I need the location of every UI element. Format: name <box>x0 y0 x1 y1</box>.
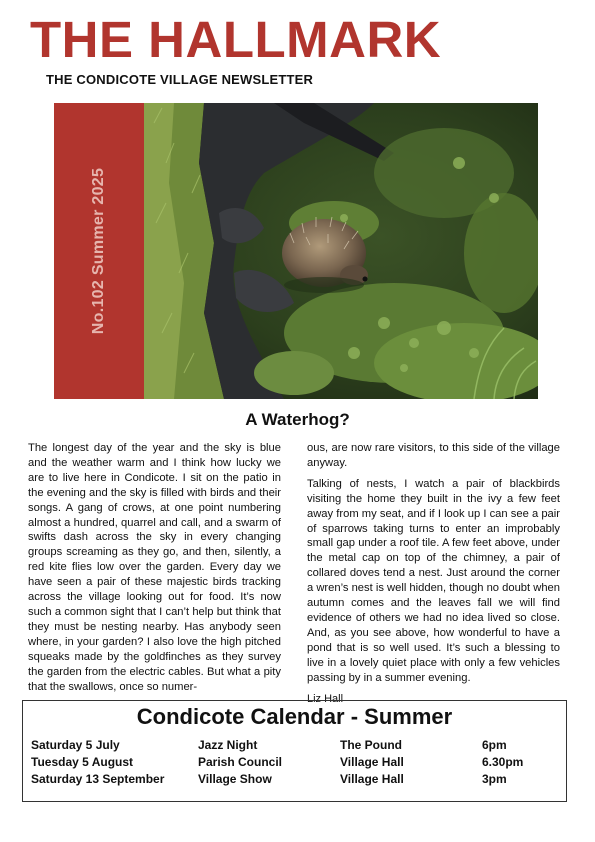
calendar-box <box>22 700 567 802</box>
newsletter-subtitle: THE CONDICOTE VILLAGE NEWSLETTER <box>46 72 314 87</box>
event-venue: The Pound <box>340 738 402 752</box>
hedgehog-photo <box>144 103 538 399</box>
event-venue: Village Hall <box>340 755 404 769</box>
event-time: 3pm <box>482 772 507 786</box>
newsletter-title: THE HALLMARK <box>30 11 442 68</box>
event-name: Parish Council <box>198 755 283 769</box>
calendar-row <box>23 755 566 772</box>
calendar-row <box>23 772 566 789</box>
calendar-title: Condicote Calendar - Summer <box>136 704 453 729</box>
event-date: Saturday 5 July <box>31 738 120 752</box>
article-column-right <box>307 441 560 706</box>
event-time: 6pm <box>482 738 507 752</box>
article-title: A Waterhog? <box>245 410 350 429</box>
article-paragraph: ous, are now rare visitors, to this side of the village anyway. <box>307 442 560 469</box>
article-author: Liz Hall <box>307 692 344 705</box>
event-venue: Village Hall <box>340 772 404 786</box>
calendar-row <box>23 738 566 755</box>
event-name: Village Show <box>198 772 272 786</box>
issue-band <box>54 103 144 399</box>
article-column-left <box>28 441 281 700</box>
event-name: Jazz Night <box>198 738 258 752</box>
hedgehog-pond-illustration <box>144 103 538 399</box>
event-date: Tuesday 5 August <box>31 755 134 769</box>
issue-label: No.102 Summer 2025 <box>90 167 107 335</box>
event-date: Saturday 13 September <box>31 772 165 786</box>
article-paragraph: Talking of nests, I watch a pair of blackbirds visiting the home they built in the ivy a few feet away from my seat, and if I look up I can see a pair of sparrows taking turns to enter an improbably small gap under a roof tile. A few feet above, under the metal cap on top of the chimney, a pair of collared doves tend a nest. Just around the corner a wren’s nest is well hidden, though no doubt when autumn comes and the leaves fall we will find evidence of others we had no idea lived so close. And, as you see above, how wonderful to have a pond that is so well used. It’s such a blessing to live in a lovely quiet place with only a few vehicles passing by in a summer evening. <box>307 477 560 684</box>
event-time: 6.30pm <box>482 755 524 769</box>
article-paragraph: The longest day of the year and the sky is blue and the weather warm and I think how lucky we are to live here in Condicote. I sit on the patio in the evening and the sky is filled with birds and their songs. A gang of crows, at one point numbering almost a hundred, quarrel and call, and a swarm of swifts dash across the sky in every changing groups screaming as they go, and then, silently, a red kite flies low over the garden. Every day we have seen a pair of these majestic birds tracking across the village looking out for food. It’s now such a common sight that I can’t help but think that they must be nesting nearby. Has anybody seen where, in your garden? I also love the high pitched squeaks made by the goldfinches as they survey the garden from the electric cables. But what a pity that the swallows, once so numer- <box>28 442 281 693</box>
